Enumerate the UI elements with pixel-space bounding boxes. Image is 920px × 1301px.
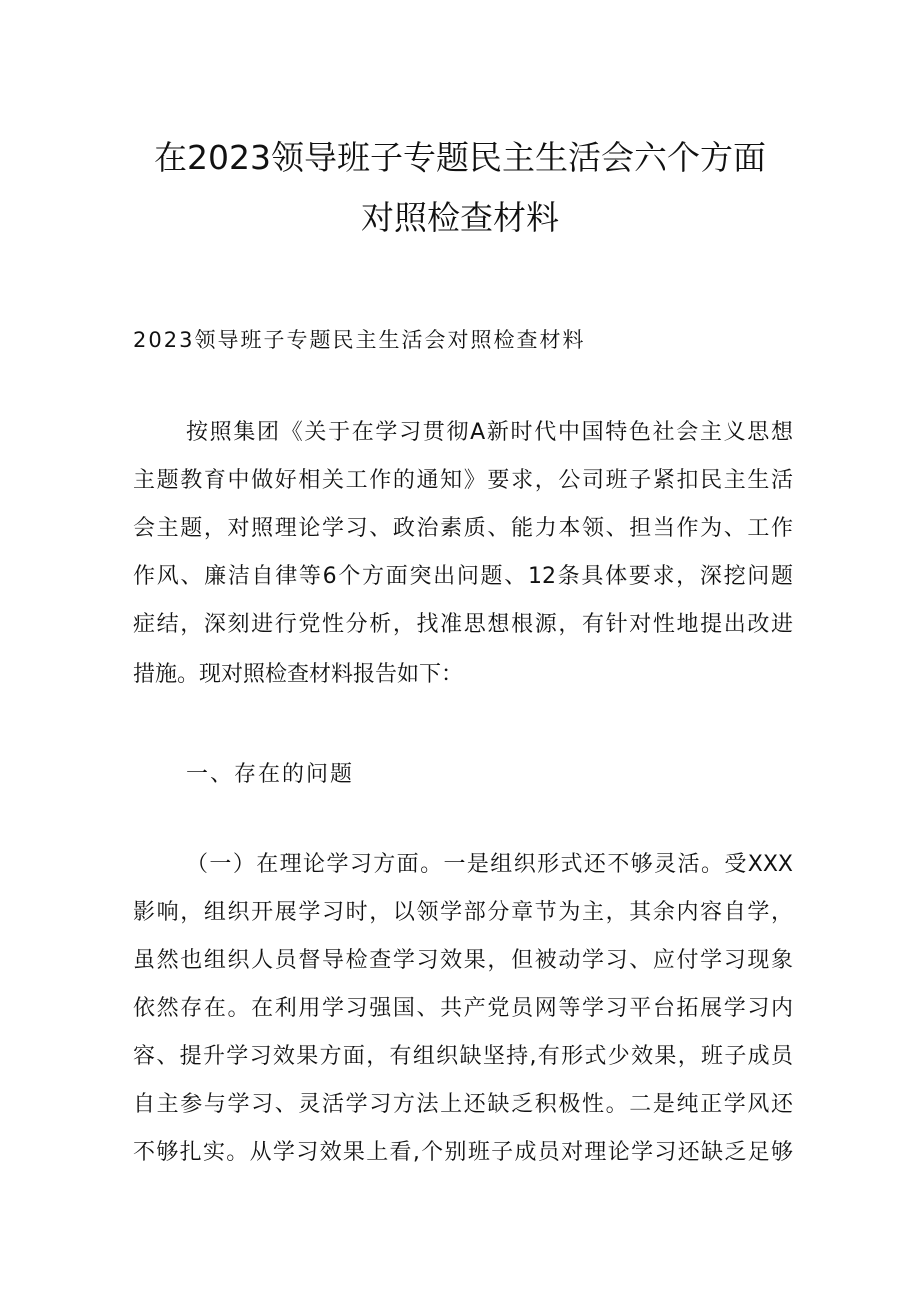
intro-line-2: 主题教育中做好相关工作的通知》要求，公司班子紧扣民主生活	[133, 468, 793, 493]
section1-line-7: 不够扎实。从学习效果上看,个别班子成员对理论学习还缺乏足够	[133, 1140, 793, 1165]
document-title-line-2: 对照检查材料	[361, 198, 559, 237]
section-heading: 一、存在的问题	[186, 762, 355, 787]
document-subtitle: 2023领导班子专题民主生活会对照检查材料	[133, 328, 586, 352]
section1-line-5: 容、提升学习效果方面，有组织缺坚持,有形式少效果，班子成员	[133, 1044, 793, 1069]
document-title-line-1: 在2023领导班子专题民主生活会六个方面	[154, 138, 766, 177]
section1-line-2: 影响，组织开展学习时，以领学部分章节为主，其余内容自学，	[133, 900, 793, 925]
intro-line-1: 按照集团《关于在学习贯彻A新时代中国特色社会主义思想	[186, 420, 793, 445]
intro-line-5: 症结，深刻进行党性分析，找准思想根源，有针对性地提出改进	[133, 612, 793, 637]
section1-line-1: （一）在理论学习方面。一是组织形式还不够灵活。受XXX	[186, 852, 793, 877]
section1-line-3: 虽然也组织人员督导检查学习效果，但被动学习、应付学习现象	[133, 948, 793, 973]
intro-line-6: 措施。现对照检查材料报告如下：	[133, 662, 464, 687]
section1-line-4: 依然存在。在利用学习强国、共产党员网等学习平台拓展学习内	[133, 996, 793, 1021]
section1-line-6: 自主参与学习、灵活学习方法上还缺乏积极性。二是纯正学风还	[133, 1092, 793, 1117]
intro-line-4: 作风、廉洁自律等6个方面突出问题、12条具体要求，深挖问题	[133, 564, 793, 589]
intro-line-3: 会主题，对照理论学习、政治素质、能力本领、担当作为、工作	[133, 516, 793, 541]
